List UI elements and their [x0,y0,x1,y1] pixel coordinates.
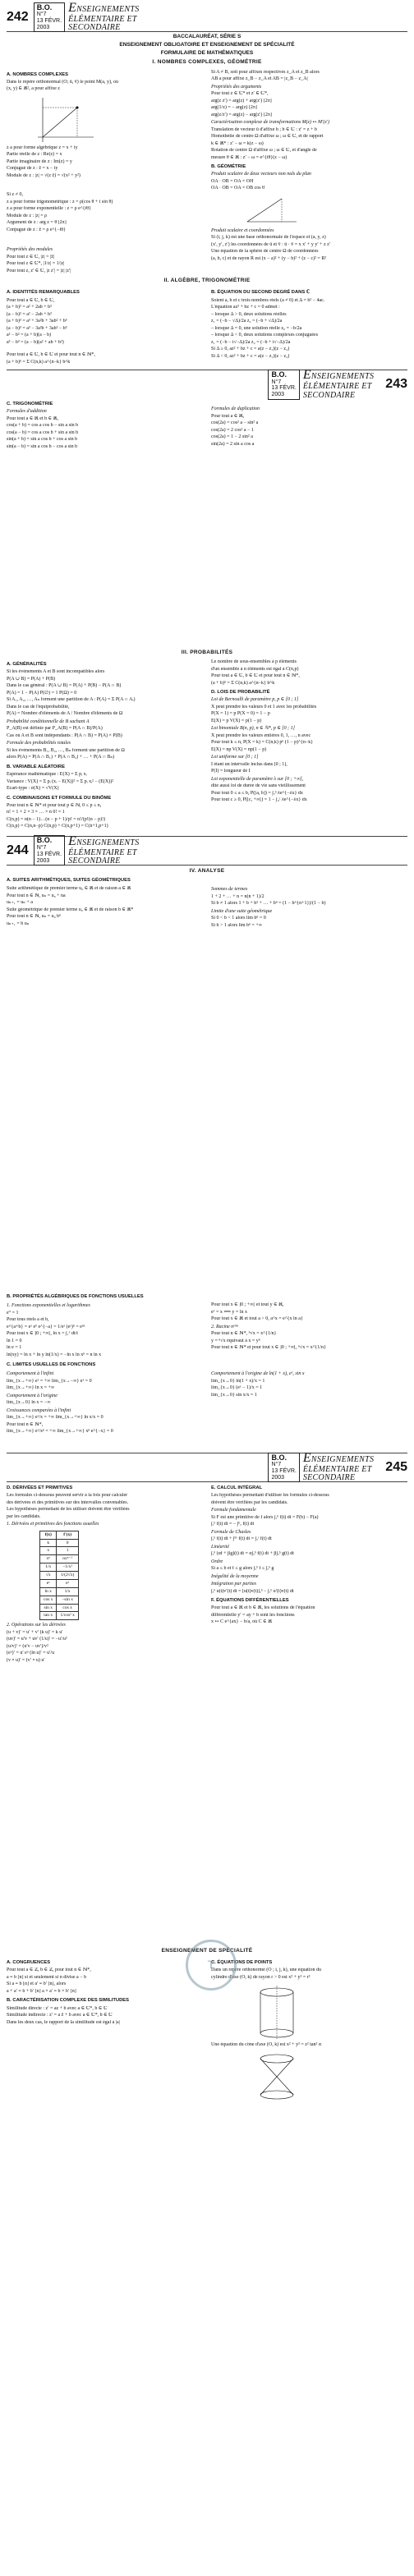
text-line: Si a ≡ b [n] et a′ ≡ b′ [n], alors [7,1981,67,1987]
text-line: (a + b)ⁿ = Σ C(n,k) a^{n−k} b^k [211,680,275,686]
table-row: x 1 [40,1547,79,1555]
text-line: sin(a + b) = sin a cos b + cos a sin b [7,437,78,443]
bo-title: ENSEIGNEMENTS ÉLÉMENTAIRE ET SECONDAIRE [68,1,140,33]
text-line: Si A ≠ B, soit pour affixes respectives z_A et z_B alors [211,69,320,75]
text-line: I étant un intervalle inclus dans [0 ; 1], [211,761,288,767]
text-line: 1 + 2 + … + n = n(n + 1)/2 [211,893,264,899]
text-line: ∫ₐᵇ f(t) dt + ∫ᵇᶜ f(t) dt = ∫ₐᶜ f(t) dt [211,1536,272,1542]
text-line: alors P(A) = P(A ∩ B₁) + P(A ∩ B₂) + … + P(A ∩ Bₙ) [7,755,115,760]
text-line: Inégalité de la moyenne [211,1573,259,1579]
table-row: 1/x −1/x² [40,1564,79,1572]
text-line: Pour tout z, z′ ∈ ℂ, |z z′| = |z| |z′| [7,268,71,273]
text-line: Partie imaginaire de z : Im(z) = y [7,158,72,164]
scalar-product-figure [244,194,301,227]
text-line: Pour tout x ∈ ]0 ; +∞[ et tout y ∈ ℝ, [211,1302,284,1308]
text-line: (u + v)′ = u′ + v′ (k u)′ = k u′ [7,1629,63,1635]
text-line: k ∈ ℝ* : z′ − ω = k(z − ω) [211,140,264,146]
text-line: Argument de z : arg z = θ [2π] [7,220,67,226]
text-line: ln(xy) = ln x + ln y ln(1/x) = −ln x ln xⁿ = n ln x [7,1352,102,1357]
text-line: Si Δ < 0, az² + bz + c = a(z − z₁)(z − z₂) [211,353,290,359]
text-line: Suite géométrique de premier terme u₀ ∈ ℝ et de raison b ∈ ℝ* [7,907,134,912]
text-line: Pour tout a ∈ ℝ et b ∈ ℝ, les solutions de l'équation [211,1605,315,1611]
text-line: Pour tout a ∈ ℂ, b ∈ ℂ, [7,297,55,303]
text-line: a ≡ b [n] si et seulement si n divise a − b [7,1974,87,1980]
text-line: Probabilité conditionnelle de B sachant A [7,719,90,724]
page-footer-logo [7,370,407,398]
text-line: Pour tout z ∈ ℂ*, |1/z| = 1/|z| [7,261,65,267]
text-line: arg(z z′) = arg(z) + arg(z′) [2π] [211,98,272,103]
text-line: lim_{x→0} ln x = −∞ [7,1400,51,1406]
table-row: √x 1/(2√x) [40,1572,79,1580]
text-line: Partie réelle de z : Re(z) = x [7,152,62,158]
text-line: 1. Dérivées et primitives des fonctions usuelles [7,1522,99,1527]
text-line: ln 1 = 0 [7,1338,22,1343]
text-line: Pour tous réels a et b, [7,1317,49,1323]
page-243 [0,644,414,1288]
text-line: E(X) = p V(X) = p(1 − p) [211,718,262,723]
text-line: Formule de Chasles [211,1529,251,1535]
text-line: Pour tout a ∈ ℂ, b ∈ ℂ et pour tout n ∈ ℕ*, [211,673,300,679]
text-line: (x, y) ∈ ℝ², a pour affixe z [7,86,60,92]
cone-figure [252,2052,301,2101]
text-line: Conjugué de z : z̄ = x − iy [7,166,58,172]
complex-plane-figure [31,94,97,144]
section-title: II. ALGÈBRE, TRIGONOMÉTRIE [163,278,251,284]
page-244 [0,1288,414,1931]
page-number: 244 [7,843,29,857]
text-line: lim_{x→+∞} ln x = +∞ [7,1385,55,1391]
bac-title: BACCALAURÉAT, SÉRIE S [172,34,242,39]
text-line: (x′, y′, z′) les coordonnées de ū et v̄ : ū · v̄ = x x′ + y y′ + z z′ [211,241,331,247]
text-line: Pour tout a ∈ ℤ, b ∈ ℤ, pour tout n ∈ ℕ*, [7,1968,91,1973]
subsection-title: C. ÉQUATIONS DE POINTS [211,1960,273,1966]
table-row: tan x 1/cos² x [40,1612,79,1620]
text-line: Soient a, b et c trois nombres réels (a ≠ 0) et Δ = b² − 4ac. [211,297,325,303]
text-line: 1. Fonctions exponentielles et logarithmes [7,1303,90,1309]
derivatives-table [39,1531,79,1621]
text-line: 2. Opérations sur les dérivées [7,1623,66,1628]
text-line: Si les événements A et B sont incompatibles alors [7,669,105,675]
text-line: (a − b)² = a² − 2ab + b² [7,311,52,317]
text-line: cylindre d'axe (O, k) de rayon r > 0 est x² + y² = r² [211,1974,310,1980]
text-line: – lorsque Δ > 0, deux solutions réelles [211,311,287,317]
text-line: Si b ≠ 1 alors 1 + b + b² + … + bⁿ = (1 − b^{n+1})/(1 − b) [211,901,326,907]
text-line: L'équation az² + bz + c = 0 admet : [211,305,280,310]
text-line: lim_{x→+∞} eˣ/xⁿ = +∞ lim_{x→+∞} xⁿ e^{−x} = 0 [7,1429,113,1435]
text-line: Si a ≤ b et f ≤ g alors ∫ₐᵇ f ≤ ∫ₐᵇ g [211,1566,274,1572]
bo-badge: B.O. N°7 13 FÉVR. 2003 [268,1453,299,1483]
text-line: Formules d'addition [7,409,47,415]
text-line: des dérivées et des primitives sur des intervalles convenables. [7,1499,129,1505]
subsection-title: A. IDENTITÉS REMARQUABLES [7,290,80,296]
text-line: z₁ = (−b − √Δ)/2a z₂ = (−b + √Δ)/2a [211,319,283,324]
subsection-title: A. SUITES ARITHMÉTIQUES, SUITES GÉOMÉTRIQUES [7,877,131,883]
text-line: Pour tout a ∈ ℂ, b ∈ ℂ et pour tout n ∈ ℕ*, [7,352,95,358]
text-line: Homothétie de centre Ω d'affixe ω ; ω ∈ ℂ, et de rapport [211,134,324,139]
bo-badge: B.O. N°7 13 FÉVR. 2003 [34,2,65,33]
text-line: Formules de duplication [211,406,260,412]
text-line: Pour tout z ∈ ℂ* et z′ ∈ ℂ*, [211,91,269,96]
text-line: Pour tout n ∈ ℕ, uₙ = u₀ bⁿ [7,914,62,920]
text-line: Si b > 1 alors lim bⁿ = +∞ [211,922,262,928]
page-header [7,1453,407,1482]
text-line: lim_{x→0} (eˣ − 1)/x = 1 [211,1385,263,1391]
text-line: a² − b² = (a + b)(a − b) [7,333,52,338]
text-line: (eᵘ)′ = u′ eᵘ (ln u)′ = u′/u [7,1651,55,1656]
text-line: cos(a + b) = cos a cos b − sin a sin b [7,423,79,429]
subsection-title: B. GÉOMÉTRIE [211,164,246,169]
text-line: Intégration par parties [211,1582,256,1587]
bo-badge: B.O. N°7 13 FÉVR. 2003 [268,370,299,400]
text-line: Dans un repère orthonormé (O ; i, j, k), une équation du [211,1968,321,1973]
text-line: arg(z/z′) = arg(z) − arg(z′) [2π] [211,112,272,117]
subsection-title: A. NOMBRES COMPLEXES [7,71,69,77]
text-line: X peut prendre les valeurs entières 0, 1, …, n avec [211,732,311,738]
text-line: uₙ₊₁ = uₙ + a [7,900,33,906]
text-line: 2. Racine nᵉᵐᵉ [211,1324,238,1329]
column-header: f(x) [40,1531,57,1539]
text-line: Une équation de la sphère de centre Ω de coordonnées [211,249,319,255]
text-line: lim_{x→0} ln(1 + x)/x = 1 [211,1378,265,1384]
text-line: Si Δ ≥ 0, az² + bz + c = a(z − z₁)(z − z₂) [211,347,290,352]
section-title: ENSEIGNEMENT DE SPÉCIALITÉ [161,1948,253,1954]
text-line: Une équation du cône d'axe (O, k) est x² + y² = z² tan² α [211,2042,321,2048]
text-line: C(n,p) = n(n − 1)…(n − p + 1)/p! = n!/(p!(n − p)!) [7,816,106,822]
text-line: Pour tout k ≤ n, P(X = k) = C(n,k) pᵏ (1 − p)^{n−k} [211,740,314,746]
page-header [7,3,407,32]
text-line: a + a′ ≡ b + b′ [n] a × a′ ≡ b × b′ [n] [7,1988,76,1994]
text-line: cos(2a) = cos² a − sin² a [211,420,259,426]
text-line: Formule fondamentale [211,1508,256,1513]
text-line: Si A₁, A₂, …, Aₙ forment une partition de A : P(A) = Σ P(A ∩ Aᵢ) [7,697,136,703]
text-line: Linéarité [211,1544,229,1550]
text-line: (a, b, c) et de rayon R est (x − a)² + (y − b)² + (z − c)² = R² [211,255,327,261]
text-line: (a + b)² = a² + 2ab + b² [7,305,52,310]
text-line: P(X = 1) = p P(X = 0) = 1 − p [211,711,270,717]
text-line: E(X) = np V(X) = np(1 − p) [211,746,267,752]
text-line: Comportement à l'origine [7,1393,58,1398]
subsection-title: E. CALCUL INTÉGRAL [211,1485,263,1490]
section-title: III. PROBABILITÉS [181,650,233,655]
text-line: ∫ₐᵇ (αf + βg)(t) dt = α∫ₐᵇ f(t) dt + β∫ₐᵇ g(t) dt [211,1551,294,1557]
cylinder-figure [252,1984,301,2041]
text-line: Conjugué de z : z̄ = ρ e^{−iθ} [7,227,67,232]
text-line: (a + b)ⁿ = Σ C(n,k) a^{n−k} b^k [7,359,71,365]
text-line: a³ − b³ = (a − b)(a² + ab + b²) [7,339,64,345]
table-row: cos x −sin x [40,1596,79,1604]
text-line: Les formules ci-dessous peuvent servir à la fois pour calculer [7,1493,128,1499]
text-line: Module de z : |z| = ρ [7,213,48,218]
text-line: Si F est une primitive de f alors ∫ₐᵇ f(t) dt = F(b) − F(a) [211,1514,319,1520]
text-line: y = ⁿ√x équivaut à x = yⁿ [211,1338,260,1343]
text-line: Pour tout a ∈ ℝ, [211,413,245,419]
text-line: Pour tout x ∈ ℝ et tout a > 0, a^x = e^{x ln a} [211,1316,303,1322]
text-line: différentielle y′ = ay + b sont les fonctions [211,1612,295,1618]
text-line: Suite arithmétique de premier terme u₀ ∈ ℝ et de raison a ∈ ℝ [7,886,131,892]
bo-logo [34,835,140,866]
text-line: Ordre [211,1559,223,1564]
text-line: Dans le cas de l'équiprobabilité, [7,704,70,709]
text-line: Loi de Bernoulli de paramètre p, p ∈ [0 ; 1] [211,697,299,703]
text-line: cos(a − b) = cos a cos b + sin a sin b [7,429,79,435]
text-line: Module de z : |z| = √(z z̄) = √(x² + y²) [7,172,80,178]
subsection-title: B. PROPRIÉTÉS ALGÉBRIQUES DE FONCTIONS USUELLES [7,1294,144,1299]
subsection-title: A. GÉNÉRALITÉS [7,662,47,668]
text-line: Croissances comparées à l'infini [7,1407,71,1413]
watermark-logo: T [186,1940,237,1991]
text-line: P_A(B) est définie par P_A(B) = P(A ∩ B)/P(A) [7,726,103,732]
subsection-title: B. VARIABLE ALÉATOIRE [7,764,65,769]
text-line: – lorsque Δ = 0, une solution réelle z₀ = −b/2a [211,325,302,331]
text-line: Formule des probabilités totales [7,741,71,746]
text-line: z₁ = (−b − i√−Δ)/2a z₂ = (−b + i√−Δ)/2a [211,339,291,345]
text-line: n! = 1 × 2 × 3 × … × n 0! = 1 [7,810,65,815]
text-line: Pour tout 0 ≤ a ≤ b, P([a, b]) = ∫ₐᵇ λe^{−λx} dx [211,790,303,796]
text-line: Pour tout n ∈ ℕ*, [7,1421,44,1427]
text-line: z a pour forme exponentielle : z = ρ e^{iθ} [7,206,91,212]
document-title-block [7,34,407,57]
page-number: 245 [385,1459,407,1474]
text-line: P(Ā) = 1 − P(A) P(∅) = 1 P(Ω) = 0 [7,690,77,696]
page-242 [0,0,414,644]
text-line: mesure θ ∈ ℝ : z′ − ω = e^{iθ}(z − ω) [211,154,288,160]
bo-logo [268,369,374,400]
text-line: Pour tout n ∈ ℕ* et pour tout x ∈ ]0 ; +∞[, ⁿ√x = x^{1/n} [211,1345,326,1351]
bo-title: ENSEIGNEMENTS ÉLÉMENTAIRE ET SECONDAIRE [302,1451,375,1483]
text-line: cos(2a) = 2 cos² a − 1 [211,427,254,433]
text-line: Rotation de centre Ω d'affixe ω ; ω ∈ ℂ, et d'angle de [211,148,317,153]
subsection-title: B. CARACTÉRISATION COMPLEXE DES SIMILITUDES [7,1998,130,2004]
text-line: Pour tout n ∈ ℕ, uₙ = u₀ + na [7,893,66,898]
text-line: e⁰ = 1 [7,1310,19,1316]
text-line: e^{a+b} = eᵃ eᵇ e^{−a} = 1/eᵃ (eᵃ)ⁿ = eⁿᵃ [7,1324,85,1329]
text-line: Variance : V(X) = Σ pᵢ (xᵢ − E(X))² = Σ pᵢ xᵢ² − (E(X))² [7,778,114,784]
text-line: Produit scalaire de deux vecteurs non nuls du plan [211,172,311,177]
bo-badge: B.O. N°7 13 FÉVR. 2003 [34,835,65,866]
text-line: lim_{x→+∞} eˣ/x = +∞ lim_{x→+∞} ln x/x = 0 [7,1415,104,1421]
text-line: Loi exponentielle de paramètre λ sur [0 ; +∞[, [211,776,304,782]
text-line: Similitude indirecte : z′ = a z̄ + b avec a ∈ ℂ*, b ∈ ℂ [7,2013,113,2018]
text-line: cos(2a) = 1 − 2 sin² a [211,434,253,440]
text-line: lim_{x→+∞} eˣ = +∞ lim_{x→−∞} eˣ = 0 [7,1378,92,1384]
carac-title: Caractérisation complexe de transformations M(z) ↦ M′(z′) [211,120,329,125]
subsection-title: D. DÉRIVÉES ET PRIMITIVES [7,1485,73,1490]
text-line: OA · OB = OA × OB cos θ [211,186,264,191]
text-line: z a pour forme algébrique z = x + iy [7,145,78,150]
subsection-title: B. ÉQUATION DU SECOND DEGRÉ DANS ℂ [211,290,310,296]
text-line: Limite d'une suite géométrique [211,908,273,914]
column-header: f′(x) [57,1531,78,1539]
page-245 [0,1931,414,2575]
text-line: Si les événements B₁, B₂, …, Bₙ forment une partition de Ω [7,747,125,753]
text-line: Loi binomiale B(n, p), n ∈ ℕ*, p ∈ [0 ; 1] [211,726,296,732]
text-line: (a − b)³ = a³ − 3a²b + 3ab² − b³ [7,325,67,331]
text-line: C(n,p) = C(n,n−p) C(n,p) + C(n,p+1) = C(n+1,p+1) [7,824,108,829]
text-line: Dans le cas général : P(A ∪ B) = P(A) + P(B) − P(A ∩ B) [7,683,122,689]
bo-logo [34,2,140,33]
subsection-title: C. TRIGONOMÉTRIE [7,402,53,407]
text-line: Si z ≠ 0, [7,192,23,198]
text-line: ∫ₐᵇ u(t)v′(t) dt = [u(t)v(t)]ₐᵇ − ∫ₐᵇ u′(t)v(t) dt [211,1588,294,1594]
text-line: (u/v)′ = (u′v − uv′)/v² [7,1643,48,1649]
section-title: I. NOMBRES COMPLEXES, GÉOMÉTRIE [152,59,262,66]
text-line: Dans les deux cas, le rapport de la similitude est égal à |a| [7,2019,120,2025]
page-number: 242 [7,10,29,24]
text-line: Écart-type : σ(X) = √V(X) [7,786,59,792]
table-header-row [40,1531,79,1539]
subsection-title: D. LOIS DE PROBABILITÉ [211,690,270,696]
table-row: k 0 [40,1539,79,1547]
text-line: Propriétés des arguments [211,84,262,90]
text-line: Cas où A et B sont indépendants : P(A ∩ B) = P(A) × P(B) [7,732,122,738]
text-line: (uv)′ = u′v + uv′ (1/u)′ = −u′/u² [7,1637,67,1642]
text-line: x ↦ C e^{ax} − b/a, où C ∈ ℝ [211,1619,273,1625]
text-line: AB a pour affixe z_B − z_A et AB = |z_B − z_A| [211,76,308,81]
text-line: Les hypothèses permettant de les utiliser doivent être vérifiées [7,1507,130,1513]
text-line: Si 0 < b < 1 alors lim bⁿ = 0 [211,916,266,921]
bo-title: ENSEIGNEMENTS ÉLÉMENTAIRE ET SECONDAIRE [68,833,140,866]
text-line: Si (i, j, k) est une base orthonormale de l'espace et (a, y, z) [211,235,326,241]
table-row: sin x cos x [40,1604,79,1612]
text-line: Produit scalaire et coordonnées [211,227,274,233]
subsection-title: C. COMBINAISONS ET FORMULE DU BINÔME [7,795,112,801]
table-row: ln x 1/x [40,1587,79,1596]
subsection-title: F. ÉQUATIONS DIFFÉRENTIELLES [211,1598,289,1604]
table-row: eˣ eˣ [40,1579,79,1587]
table-row: xⁿ nxⁿ⁻¹ [40,1555,79,1564]
text-line: uₙ₊₁ = b uₙ [7,921,30,926]
ens-title: ENSEIGNEMENT OBLIGATOIRE ET ENSEIGNEMENT DE SPÉCIALITÉ [119,42,295,48]
text-line: Pour tout c ≥ 0, P([c, +∞[) = 1 − ∫₀ᶜ λe^{−λx} dx [211,797,307,803]
text-line: Pour tout n ∈ ℕ* et pour tout p ∈ ℕ, 0 ≤ p ≤ n, [7,802,102,808]
subsection-title: C. LIMITES USUELLES DE FONCTIONS [7,1362,96,1368]
text-line: Pour tout a ∈ ℝ et b ∈ ℝ, [7,416,59,421]
text-line: sin(2a) = 2 sin a cos a [211,441,255,447]
text-line: arg(1/z) = − arg(z) [2π] [211,105,257,110]
text-line: doivent être vérifiées par les candidats. [211,1499,288,1505]
text-line: Translation de vecteur ū d'affixe b ; b ∈ ℂ : z′ = z + b [211,126,317,132]
text-line: Espérance mathématique : E(X) = Σ pᵢ xᵢ [7,772,87,778]
text-line: dite aussi loi de durée de vie sans vieillissement [211,783,306,789]
bo-title: ENSEIGNEMENTS ÉLÉMENTAIRE ET SECONDAIRE [302,368,375,400]
text-line: Similitude directe : z′ = az + b avec a ∈ ℂ*, b ∈ ℂ [7,2005,108,2011]
text-line: Pour tout n ∈ ℕ*, ⁿ√x = x^{1/n} [211,1331,277,1337]
text-line: (v ∘ u)′ = (v′ ∘ u) u′ [7,1657,45,1663]
text-line: – lorsque Δ < 0, deux solutions complexes conjuguées [211,333,319,338]
text-line: Dans le repère orthonormal (O; ū, v̄) le point M(a, y), où [7,79,118,85]
text-line: Pour tout z ∈ ℂ, |z| = |z̄| [7,254,55,259]
page-number: 243 [385,377,407,392]
text-line: Sommes de termes [211,887,248,893]
text-line: Pour tout x ∈ ]0 ; +∞[, ln x = ∫₁ˣ dt/t [7,1331,78,1337]
text-line: P(A) = Nombre d'éléments de A / Nombre d'éléments de Ω [7,711,123,717]
section-title: IV. ANALYSE [189,867,225,874]
text-line: d'un ensemble à n éléments est égal à C(n,p) [211,666,299,672]
text-line: (a + b)³ = a³ + 3a²b + 3ab² + b³ [7,319,67,324]
text-line: eʸ = x ⟺ y = ln x [211,1309,247,1315]
text-line: X peut prendre les valeurs 0 et 1 avec les probabilités [211,704,317,709]
text-line: lim_{x→0} sin x/x = 1 [211,1392,257,1398]
text-line: par les candidats. [7,1513,41,1519]
text-line: P(I) = longueur de I [211,769,251,774]
text-line: OA · OB = OA × OH [211,178,254,184]
text-line: Les hypothèses permettant d'utiliser les formules ci-dessous [211,1493,329,1499]
subsection-title: A. CONGRUENCES [7,1960,51,1966]
bo-logo [268,1452,374,1483]
text-line: Le nombre de sous-ensembles à p éléments [211,659,297,665]
text-line: ln e = 1 [7,1345,22,1351]
props-title: Propriétés des modules [7,247,53,253]
text-line: ∫ₐᵇ f(t) dt = − ∫ᵇₐ f(t) dt [211,1522,255,1527]
text-line: P(A ∪ B) = P(A) + P(B) [7,676,56,682]
text-line: Comportement à l'origine de ln(1 + x), eˣ, sin x [211,1371,305,1377]
page-header [7,833,407,866]
formulaire-title: FORMULAIRE DE MATHÉMATIQUES [160,50,254,57]
text-line: Loi uniforme sur [0 ; 1] [211,755,259,760]
text-line: Comportement à l'infini [7,1371,54,1377]
text-line: sin(a − b) = sin a cos b − cos a sin b [7,443,78,449]
text-line: z a pour forme trigonométrique : z = ρ(cos θ + i sin θ) [7,199,113,204]
